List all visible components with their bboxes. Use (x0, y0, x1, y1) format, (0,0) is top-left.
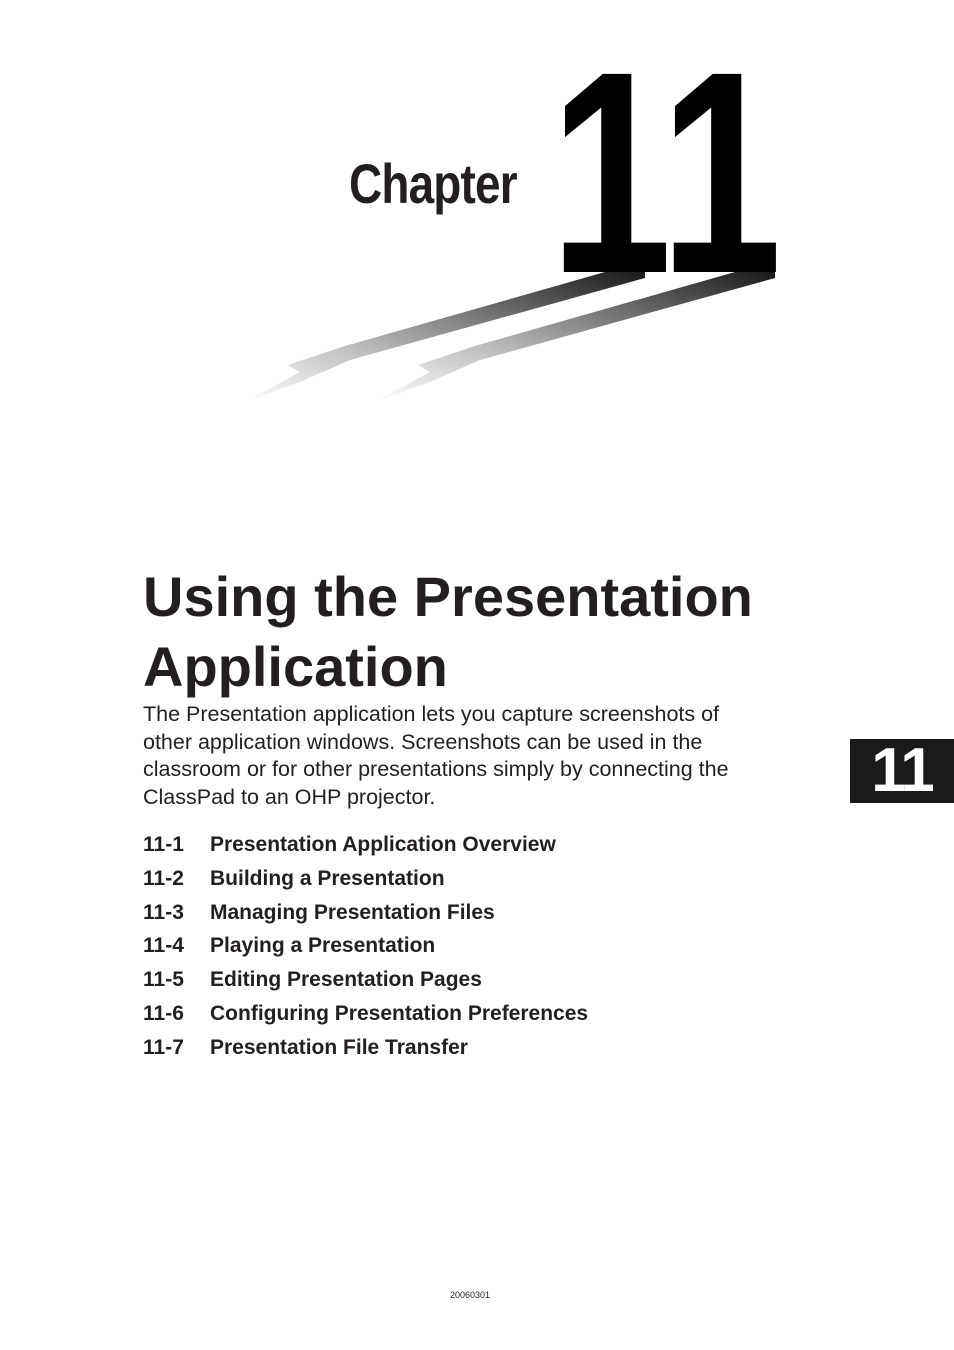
chapter-side-tab: 11 (850, 739, 954, 803)
footer-code: 20060301 (449, 1290, 491, 1300)
title-line-2: Application (143, 635, 448, 698)
toc-item-label: Presentation File Transfer (210, 1035, 468, 1059)
chapter-number: 11 (550, 12, 782, 334)
toc-item-number: 11-7 (143, 1035, 184, 1059)
toc-item-number: 11-1 (143, 833, 184, 856)
intro-line: ClassPad to an OHP projector. (143, 784, 436, 809)
toc-item[interactable] (143, 965, 588, 999)
toc-item[interactable] (143, 898, 588, 932)
page-title (143, 562, 823, 702)
toc-item[interactable] (143, 931, 588, 965)
intro-line: classroom or for other presentations simply by connecting the (143, 757, 729, 781)
toc-item-label: Presentation Application Overview (210, 833, 556, 856)
chapter-number-graphic (230, 12, 790, 410)
toc-item-number: 11-3 (143, 900, 184, 924)
toc-item[interactable] (143, 864, 588, 898)
toc-item-label: Configuring Presentation Preferences (210, 1001, 589, 1025)
toc-item-number: 11-6 (143, 1001, 184, 1025)
title-line-1: Using the Presentation (143, 565, 753, 628)
toc-item-number: 11-2 (143, 866, 184, 890)
intro-paragraph (143, 701, 783, 811)
chapter-label: Chapter (349, 152, 517, 215)
toc-item-label: Playing a Presentation (210, 934, 436, 958)
toc-item[interactable] (143, 830, 588, 864)
toc-item-label: Managing Presentation Files (210, 900, 495, 924)
toc-item-label: Editing Presentation Pages (210, 968, 482, 992)
toc-item-label: Building a Presentation (210, 866, 445, 890)
table-of-contents (143, 830, 588, 1067)
toc-item[interactable] (143, 1033, 588, 1067)
intro-line: The Presentation application lets you capture screenshots of (143, 702, 720, 726)
toc-item-number: 11-4 (143, 934, 184, 958)
toc-item-number: 11-5 (143, 968, 184, 992)
intro-line: other application windows. Screenshots can be used in the (143, 729, 703, 754)
toc-item[interactable] (143, 999, 588, 1033)
